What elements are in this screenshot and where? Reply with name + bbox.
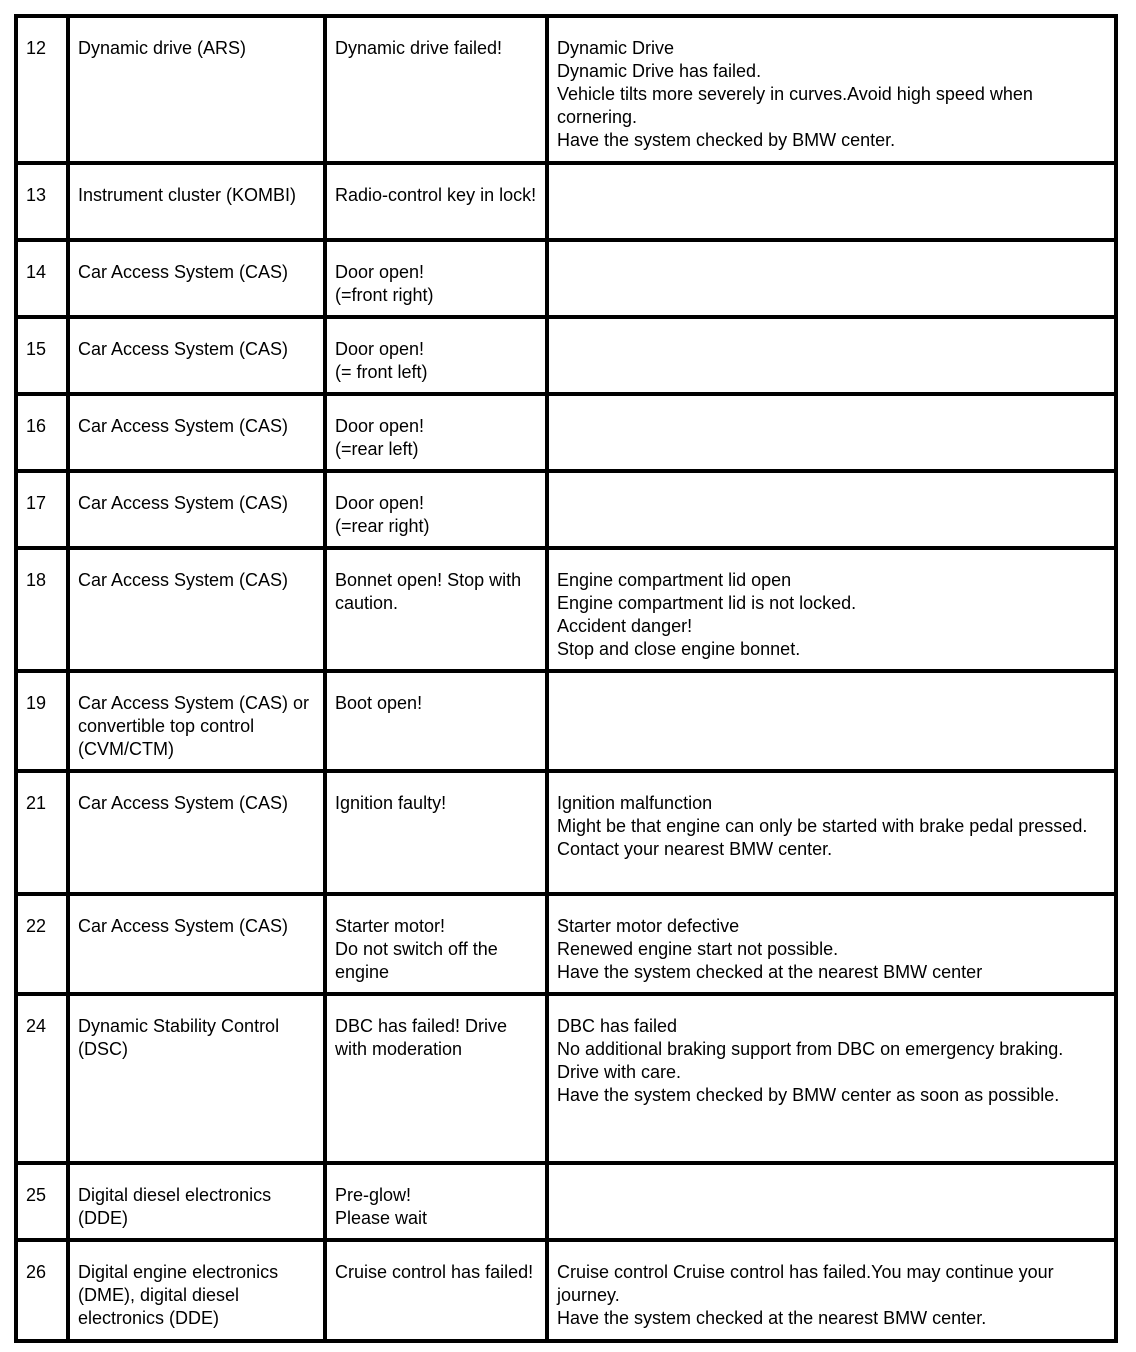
display-message-cell: [325, 1240, 547, 1341]
message-number-cell: [16, 163, 68, 240]
table-row: [16, 1163, 1116, 1240]
display-message-cell: [325, 394, 547, 471]
details-line: Ignition malfunction: [557, 793, 713, 813]
table-row: [16, 394, 1116, 471]
unit-line: Car Access System (CAS): [78, 916, 289, 936]
details-cell: [547, 671, 1116, 771]
unit-line: Dynamic drive (ARS): [78, 38, 247, 58]
details-line: Engine compartment lid is not locked.: [557, 593, 857, 613]
details-line: Starter motor defective: [557, 916, 740, 936]
table-row: [16, 317, 1116, 394]
unit-line: Car Access System (CAS): [78, 570, 289, 590]
message-line: Please wait: [335, 1208, 428, 1228]
display-message-cell: [325, 771, 547, 894]
message-line: Ignition faulty!: [335, 793, 447, 813]
message-line: DBC has failed! Drive with moderation: [335, 1016, 508, 1059]
unit-line: Dynamic Stability Control (DSC): [78, 1016, 280, 1059]
unit-line: Car Access System (CAS): [78, 339, 289, 359]
table-row: [16, 163, 1116, 240]
details-line: Drive with care.: [557, 1062, 682, 1082]
details-line: Contact your nearest BMW center.: [557, 839, 833, 859]
message-number-cell: [16, 548, 68, 671]
table-row: [16, 994, 1116, 1163]
details-line: Stop and close engine bonnet.: [557, 639, 801, 659]
display-message-cell: [325, 317, 547, 394]
message-number: 13: [26, 185, 47, 205]
control-unit-cell: [68, 16, 325, 163]
message-number-cell: [16, 771, 68, 894]
details-line: Dynamic Drive has failed.: [557, 61, 762, 81]
control-unit-cell: [68, 1163, 325, 1240]
message-number: 21: [26, 793, 47, 813]
table-row: [16, 671, 1116, 771]
display-message-cell: [325, 163, 547, 240]
details-line: Dynamic Drive: [557, 38, 675, 58]
message-line: (=rear right): [335, 516, 430, 536]
check-control-table: [14, 14, 1118, 1343]
message-line: Radio-control key in lock!: [335, 185, 537, 205]
details-cell: [547, 894, 1116, 994]
control-unit-cell: [68, 548, 325, 671]
control-unit-cell: [68, 994, 325, 1163]
details-line: Might be that engine can only be started with brake pedal pressed.: [557, 816, 1088, 836]
details-line: Accident danger!: [557, 616, 693, 636]
message-line: Dynamic drive failed!: [335, 38, 503, 58]
unit-line: Instrument cluster (KOMBI): [78, 185, 297, 205]
message-line: Do not switch off the engine: [335, 939, 498, 982]
message-line: (= front left): [335, 362, 428, 382]
message-number-cell: [16, 317, 68, 394]
message-number: 18: [26, 570, 47, 590]
control-unit-cell: [68, 671, 325, 771]
details-line: Have the system checked by BMW center.: [557, 130, 896, 150]
table-row: [16, 548, 1116, 671]
table-row: [16, 894, 1116, 994]
message-number-cell: [16, 394, 68, 471]
details-line: No additional braking support from DBC on emergency braking.: [557, 1039, 1064, 1059]
message-number-cell: [16, 471, 68, 548]
table-row: [16, 1240, 1116, 1341]
message-line: Door open!: [335, 493, 425, 513]
message-line: Starter motor!: [335, 916, 446, 936]
unit-line: Car Access System (CAS): [78, 416, 289, 436]
display-message-cell: [325, 471, 547, 548]
details-cell: [547, 548, 1116, 671]
message-line: Door open!: [335, 262, 425, 282]
details-line: Have the system checked by BMW center as soon as possible.: [557, 1085, 1060, 1105]
display-message-cell: [325, 548, 547, 671]
details-cell: [547, 471, 1116, 548]
display-message-cell: [325, 894, 547, 994]
details-cell: [547, 317, 1116, 394]
message-number-cell: [16, 1163, 68, 1240]
control-unit-cell: [68, 771, 325, 894]
message-line: (=front right): [335, 285, 434, 305]
details-cell: [547, 16, 1116, 163]
details-line: Vehicle tilts more severely in curves.Avoid high speed when cornering.: [557, 84, 1033, 127]
unit-line: Digital diesel electronics (DDE): [78, 1185, 272, 1228]
unit-line: Car Access System (CAS): [78, 493, 289, 513]
message-line: Bonnet open! Stop with caution.: [335, 570, 522, 613]
details-cell: [547, 1163, 1116, 1240]
message-number: 25: [26, 1185, 47, 1205]
control-unit-cell: [68, 894, 325, 994]
details-line: Have the system checked at the nearest BMW center.: [557, 1308, 987, 1328]
details-line: Have the system checked at the nearest BMW center: [557, 962, 983, 982]
message-line: Cruise control has failed!: [335, 1262, 534, 1282]
table-row: [16, 471, 1116, 548]
message-line: (=rear left): [335, 439, 419, 459]
table-row: [16, 240, 1116, 317]
details-line: Cruise control Cruise control has failed.You may continue your journey.: [557, 1262, 1054, 1305]
display-message-cell: [325, 994, 547, 1163]
control-unit-cell: [68, 163, 325, 240]
message-line: Door open!: [335, 416, 425, 436]
details-cell: [547, 994, 1116, 1163]
details-cell: [547, 771, 1116, 894]
message-number: 24: [26, 1016, 47, 1036]
control-unit-cell: [68, 471, 325, 548]
display-message-cell: [325, 16, 547, 163]
message-number-cell: [16, 894, 68, 994]
message-number: 26: [26, 1262, 47, 1282]
unit-line: Car Access System (CAS): [78, 793, 289, 813]
message-number-cell: [16, 671, 68, 771]
message-number: 19: [26, 693, 47, 713]
display-message-cell: [325, 240, 547, 317]
table-row: [16, 16, 1116, 163]
message-number: 14: [26, 262, 47, 282]
details-cell: [547, 1240, 1116, 1341]
display-message-cell: [325, 1163, 547, 1240]
display-message-cell: [325, 671, 547, 771]
message-number: 16: [26, 416, 47, 436]
details-line: DBC has failed: [557, 1016, 678, 1036]
message-number-cell: [16, 16, 68, 163]
message-number: 17: [26, 493, 47, 513]
message-number: 12: [26, 38, 47, 58]
message-number-cell: [16, 1240, 68, 1341]
control-unit-cell: [68, 240, 325, 317]
unit-line: Car Access System (CAS): [78, 262, 289, 282]
control-unit-cell: [68, 394, 325, 471]
message-line: Pre-glow!: [335, 1185, 412, 1205]
details-cell: [547, 394, 1116, 471]
details-line: Renewed engine start not possible.: [557, 939, 839, 959]
unit-line: Car Access System (CAS) or convertible top control (CVM/CTM): [78, 693, 310, 759]
control-unit-cell: [68, 1240, 325, 1341]
message-number-cell: [16, 994, 68, 1163]
message-line: Door open!: [335, 339, 425, 359]
message-line: Boot open!: [335, 693, 423, 713]
message-number: 22: [26, 916, 47, 936]
details-line: Engine compartment lid open: [557, 570, 792, 590]
message-number-cell: [16, 240, 68, 317]
control-unit-cell: [68, 317, 325, 394]
message-number: 15: [26, 339, 47, 359]
details-cell: [547, 240, 1116, 317]
details-cell: [547, 163, 1116, 240]
table-row: [16, 771, 1116, 894]
unit-line: Digital engine electronics (DME), digital diesel electronics (DDE): [78, 1262, 279, 1328]
